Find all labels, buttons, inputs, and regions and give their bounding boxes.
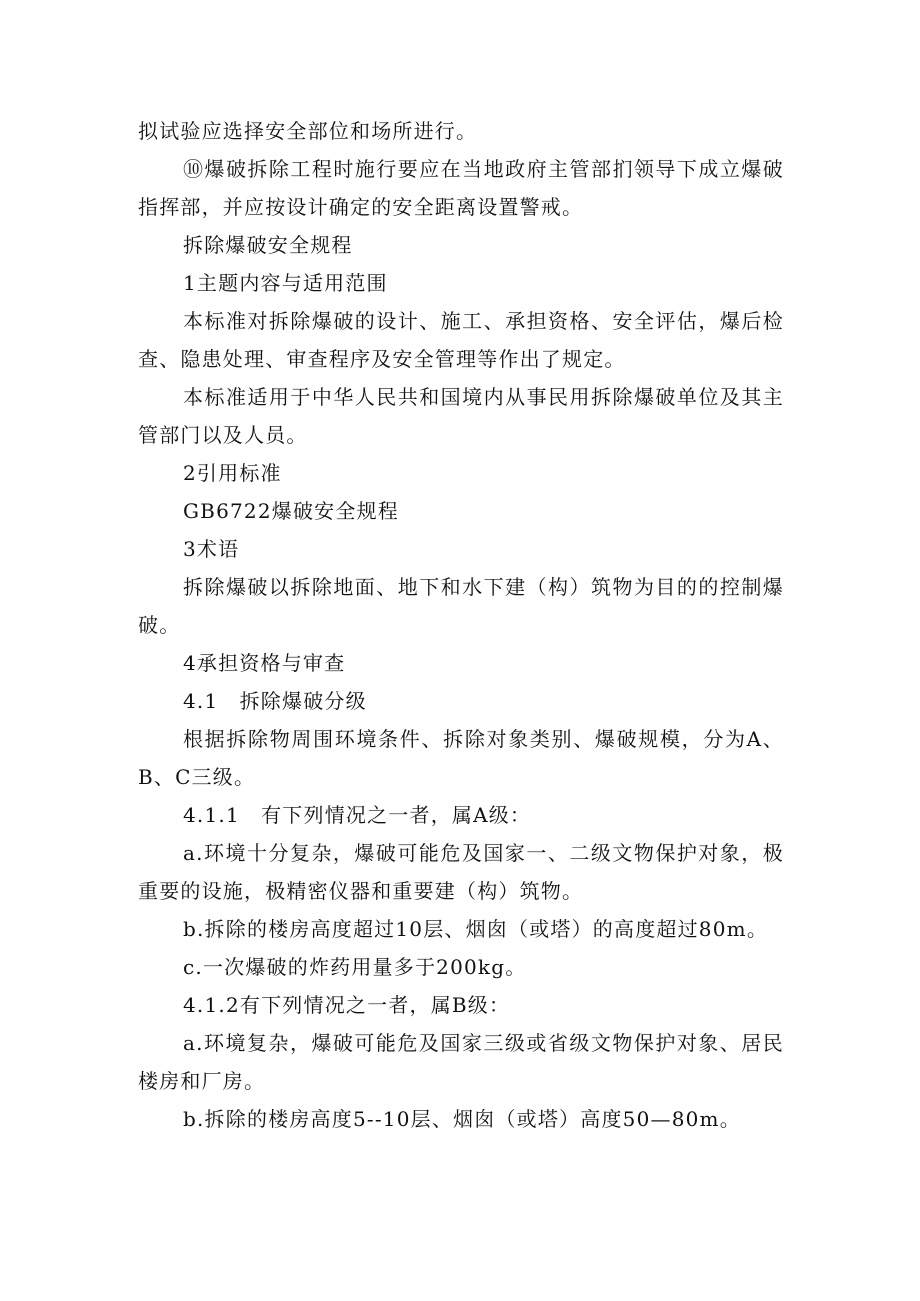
heading-4-1-2: 4.1.2有下列情况之一者，属B级： [183, 993, 511, 1017]
list-item-c-class-a: c.一次爆破的炸药用量多于200kg。 [183, 955, 527, 979]
heading-1: 1主题内容与适用范围 [183, 271, 388, 295]
list-item-b-class-b: b.拆除的楼房高度5--10层、烟囱（或塔）高度50—80m。 [183, 1107, 741, 1131]
paragraph-continuation: 拟试验应选择安全部位和场所进行。 [138, 119, 478, 143]
heading-3: 3术语 [183, 537, 240, 561]
heading-4: 4承担资格与审查 [183, 651, 346, 675]
document-body [138, 112, 784, 1138]
list-item-a-class-b: a.环境复杂，爆破可能危及国家三级或省级文物保护对象、居民楼房和厂房。 [138, 1031, 784, 1093]
paragraph-scope-2: 本标准适用于中华人民共和国境内从事民用拆除爆破单位及其主管部门以及人员。 [138, 385, 784, 447]
heading-2: 2引用标准 [183, 461, 282, 485]
heading-4-1: 4.1 拆除爆破分级 [183, 689, 367, 713]
paragraph-classification: 根据拆除物周围环境条件、拆除对象类别、爆破规模，分为A、B、C三级。 [138, 727, 784, 789]
paragraph-item-10: ⑩爆破拆除工程时施行要应在当地政府主管部扪领导下成立爆破指挥部，并应按设计确定的安全距离设置警戒。 [138, 157, 784, 219]
paragraph-scope-1: 本标准对拆除爆破的设计、施工、承担资格、安全评估，爆后检查、隐患处理、审查程序及安全管理等作出了规定。 [138, 309, 784, 371]
heading-4-1-1: 4.1.1 有下列情况之一者，属A级： [183, 803, 532, 827]
section-title: 拆除爆破安全规程 [183, 233, 353, 257]
paragraph-referenced-standard: GB6722爆破安全规程 [183, 499, 399, 523]
list-item-a-class-a: a.环境十分复杂，爆破可能危及国家一、二级文物保护对象，极重要的设施，极精密仪器和重要建（构）筑物。 [138, 841, 784, 903]
paragraph-term-definition: 拆除爆破以拆除地面、地下和水下建（构）筑物为目的的控制爆破。 [138, 575, 784, 637]
list-item-b-class-a: b.拆除的楼房高度超过10层、烟囱（或塔）的高度超过80m。 [183, 917, 769, 941]
